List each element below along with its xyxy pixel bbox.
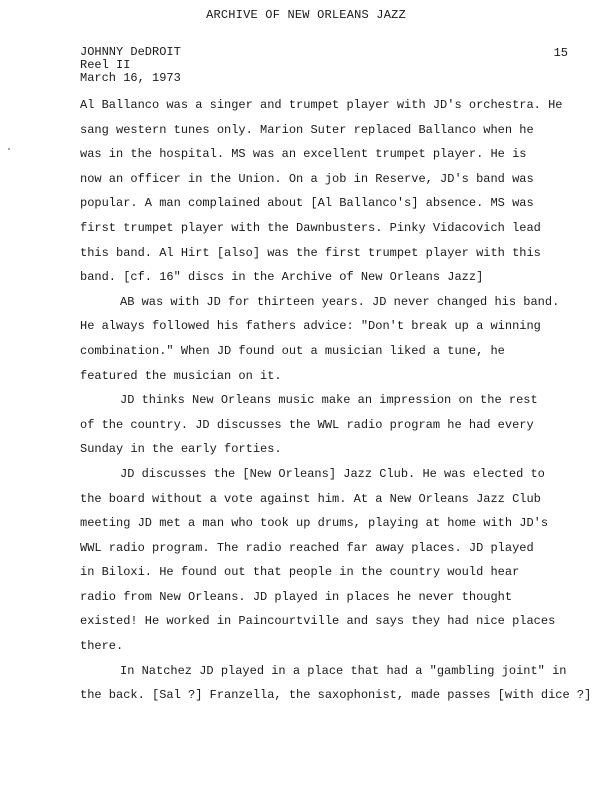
transcript-line: JD thinks New Orleans music make an impression on the rest [120, 393, 538, 408]
scan-speck [8, 148, 10, 150]
transcript-line: In Natchez JD played in a place that had a "gambling joint" in [120, 663, 567, 678]
transcript-line: combination." When JD found out a musician liked a tune, he [80, 343, 505, 358]
transcript-line: meeting JD met a man who took up drums, playing at home with JD's [80, 516, 549, 531]
transcript-line: WWL radio program. The radio reached far away places. JD played [80, 540, 534, 555]
transcript-line: in Biloxi. He found out that people in the country would hear [80, 565, 520, 580]
archive-title: ARCHIVE OF NEW ORLEANS JAZZ [206, 8, 406, 22]
transcript-line: band. [cf. 16" discs in the Archive of New Orleans Jazz] [80, 270, 484, 285]
transcript-line: popular. A man complained about [Al Ballanco's] absence. MS was [80, 196, 534, 211]
document-meta [80, 46, 181, 85]
transcript-line: sang western tunes only. Marion Suter replaced Ballanco when he [80, 122, 534, 137]
page-number: 15 [553, 46, 568, 60]
interviewee-name: JOHNNY DeDROIT [80, 45, 181, 59]
reel-label: Reel II [80, 58, 131, 72]
transcript-line: now an officer in the Union. On a job in Reserve, JD's band was [80, 171, 534, 186]
transcript-line: first trumpet player with the Dawnbusters. Pinky Vidacovich lead [80, 220, 541, 235]
transcript-line: there. [80, 639, 124, 654]
transcript-body [80, 93, 610, 708]
transcript-line: Al Ballanco was a singer and trumpet player with JD's orchestra. He [80, 98, 563, 112]
transcript-line: JD discusses the [New Orleans] Jazz Club. He was elected to [120, 466, 545, 481]
transcript-line: featured the musician on it. [80, 368, 282, 383]
transcript-line: the board without a vote against him. At a New Orleans Jazz Club [80, 491, 541, 506]
transcript-line: the back. [Sal ?] Franzella, the saxophonist, made passes [with dice ?] [80, 688, 592, 703]
transcript-line: He always followed his fathers advice: "Don't break up a winning [80, 319, 541, 334]
transcript-line: AB was with JD for thirteen years. JD never changed his band. [120, 294, 560, 309]
transcript-line: Sunday in the early forties. [80, 442, 282, 457]
transcript-line: existed! He worked in Paincourtville and says they had nice places [80, 614, 556, 629]
transcript-line: this band. Al Hirt [also] was the first trumpet player with this [80, 245, 541, 260]
transcript-line: was in the hospital. MS was an excellent trumpet player. He is [80, 147, 527, 162]
transcript-line: of the country. JD discusses the WWL radio program he had every [80, 417, 534, 432]
interview-date: March 16, 1973 [80, 71, 181, 85]
transcript-line: radio from New Orleans. JD played in places he never thought [80, 589, 513, 604]
